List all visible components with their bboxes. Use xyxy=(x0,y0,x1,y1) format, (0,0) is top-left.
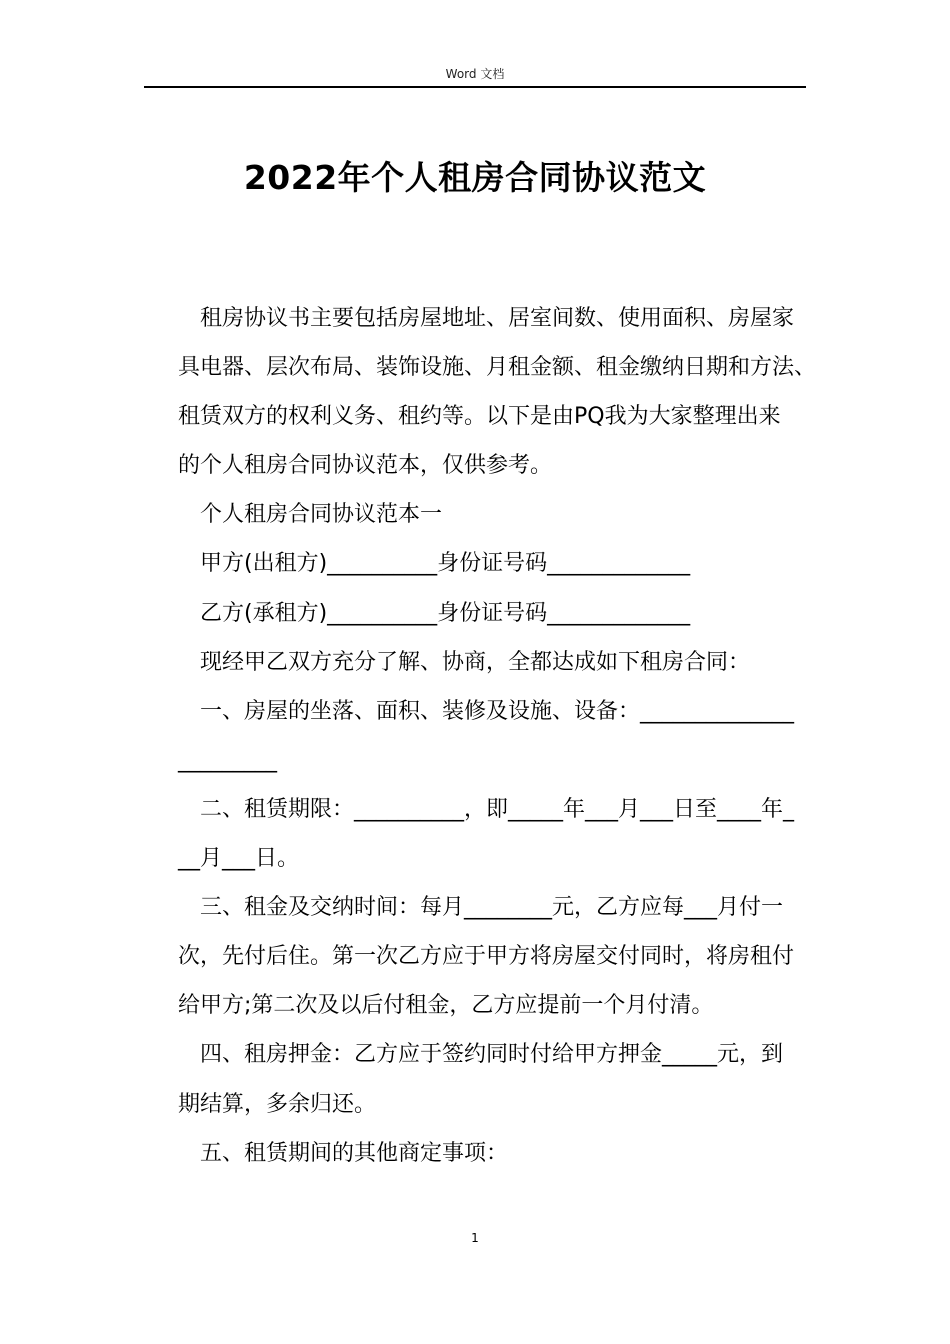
clause-1-line-1: 一、房屋的坐落、面积、装修及设施、设备：______________ xyxy=(200,698,795,724)
party-a-line: 甲方(出租方)__________身份证号码_____________ xyxy=(200,551,691,577)
clause-3-line-1: 三、租金及交纳时间：每月________元，乙方应每___月付一 xyxy=(200,895,784,921)
party-b-line: 乙方(承租方)__________身份证号码_____________ xyxy=(200,600,691,626)
paragraph-intro-line-4: 的个人租房合同协议范本，仅供参考。 xyxy=(178,453,553,479)
clause-2-line-2: __月___日。 xyxy=(178,846,300,872)
clause-4-line-1: 四、租房押金：乙方应于签约同时付给甲方押金_____元，到 xyxy=(200,1042,784,1068)
page-number: 1 xyxy=(471,1231,479,1245)
clause-2-line-1: 二、租赁期限：__________，即_____年___月___日至____年_ xyxy=(200,796,795,822)
document-body xyxy=(178,294,818,1178)
clause-1-line-2: _________ xyxy=(178,747,277,773)
paragraph-intro-line-2: 具电器、层次布局、装饰设施、月租金额、租金缴纳日期和方法、 xyxy=(178,355,817,381)
section-heading: 个人租房合同协议范本一 xyxy=(200,502,443,528)
clause-4-line-2: 期结算，多余归还。 xyxy=(178,1091,377,1117)
page-header-text: Word 文档 xyxy=(445,67,505,81)
paragraph-intro-line-1: 租房协议书主要包括房屋地址、居室间数、使用面积、房屋家 xyxy=(200,306,795,331)
clause-3-line-3: 给甲方;第二次及以后付租金，乙方应提前一个月付清。 xyxy=(178,993,714,1019)
header-divider xyxy=(144,86,806,88)
paragraph-intro-line-3: 租赁双方的权利义务、租约等。以下是由PQ我为大家整理出来 xyxy=(178,404,781,430)
clause-3-line-2: 次，先付后住。第一次乙方应于甲方将房屋交付同时，将房租付 xyxy=(178,944,795,970)
clause-5-line-1: 五、租赁期间的其他商定事项： xyxy=(200,1140,509,1166)
document-title: 2022年个人租房合同协议范文 xyxy=(243,158,707,197)
agreement-statement: 现经甲乙双方充分了解、协商，全都达成如下租房合同： xyxy=(200,649,751,675)
